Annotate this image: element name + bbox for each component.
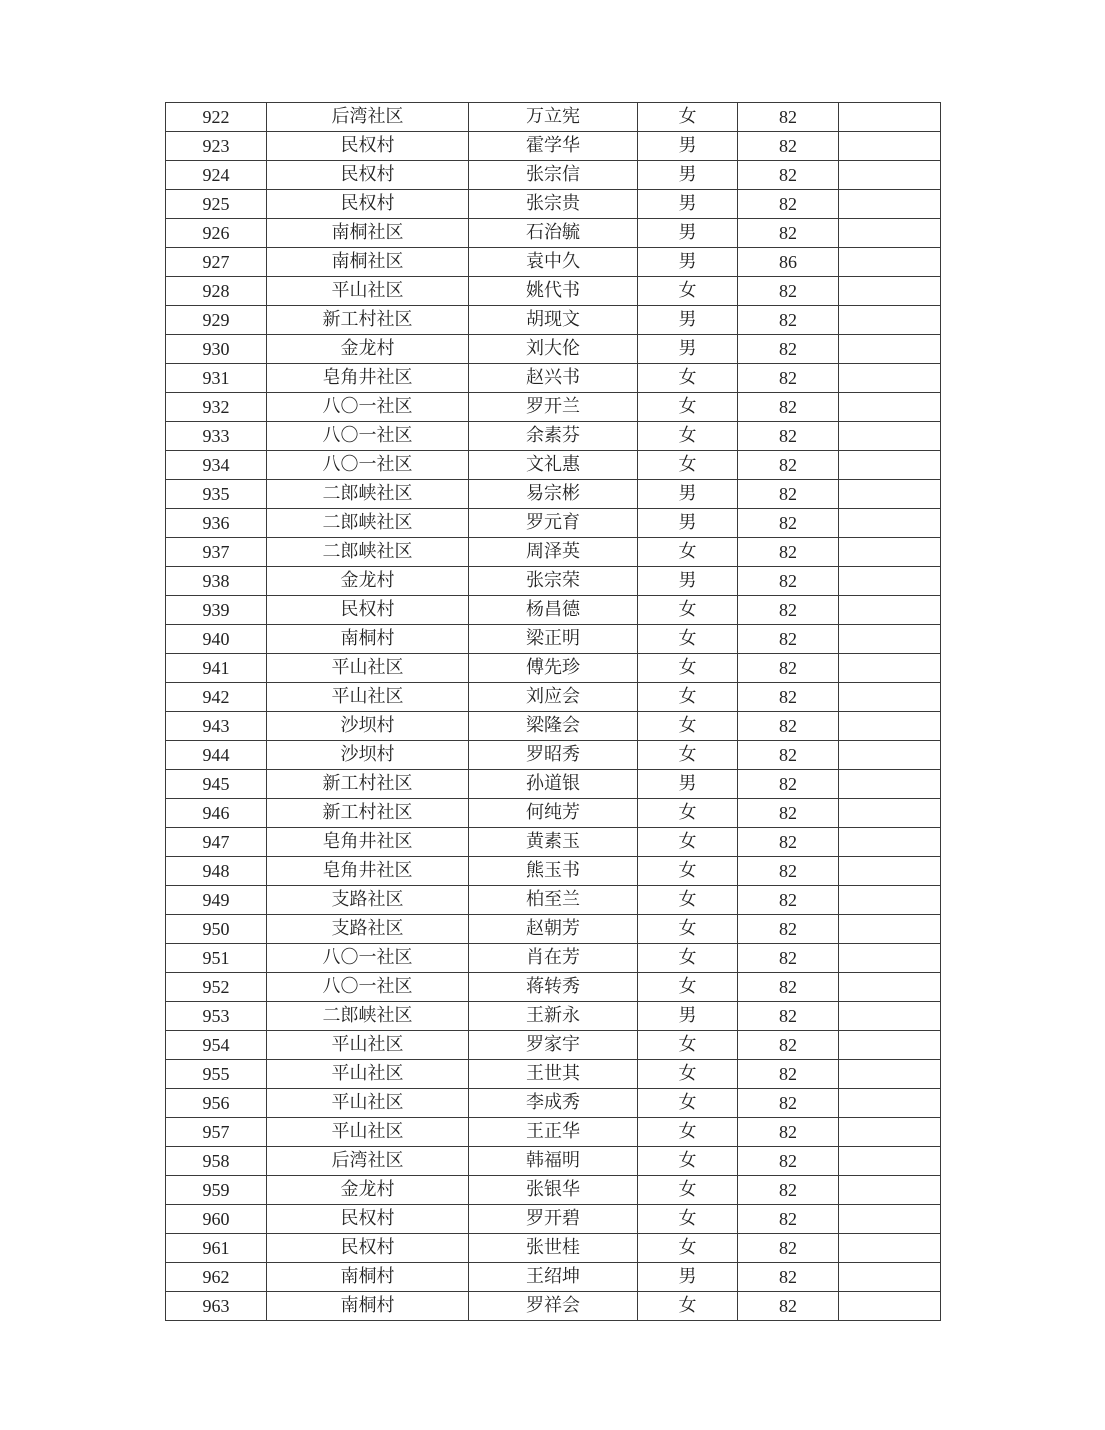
cell-person-name: 肖在芳 [469,944,638,973]
cell-note [839,538,941,567]
cell-gender: 女 [638,1292,738,1321]
cell-community: 二郎峡社区 [267,1002,469,1031]
cell-person-name: 熊玉书 [469,857,638,886]
cell-serial-number: 924 [166,161,267,190]
cell-community: 金龙村 [267,567,469,596]
cell-serial-number: 946 [166,799,267,828]
cell-age: 82 [738,654,839,683]
cell-gender: 女 [638,654,738,683]
table-row [166,1060,941,1089]
cell-person-name: 王正华 [469,1118,638,1147]
cell-note [839,1089,941,1118]
table-row [166,277,941,306]
cell-community: 支路社区 [267,886,469,915]
cell-gender: 女 [638,103,738,132]
cell-serial-number: 963 [166,1292,267,1321]
cell-gender: 女 [638,886,738,915]
cell-serial-number: 927 [166,248,267,277]
cell-gender: 男 [638,567,738,596]
cell-community: 二郎峡社区 [267,480,469,509]
cell-age: 82 [738,828,839,857]
cell-gender: 男 [638,480,738,509]
cell-gender: 男 [638,161,738,190]
table-row [166,306,941,335]
cell-gender: 女 [638,1234,738,1263]
cell-community: 八〇一社区 [267,973,469,1002]
cell-gender: 女 [638,625,738,654]
cell-gender: 女 [638,422,738,451]
cell-community: 民权村 [267,1234,469,1263]
cell-gender: 女 [638,277,738,306]
cell-person-name: 刘应会 [469,683,638,712]
cell-age: 82 [738,132,839,161]
cell-note [839,335,941,364]
cell-person-name: 胡现文 [469,306,638,335]
cell-note [839,683,941,712]
cell-gender: 女 [638,1060,738,1089]
cell-note [839,364,941,393]
cell-person-name: 霍学华 [469,132,638,161]
cell-person-name: 余素芬 [469,422,638,451]
cell-person-name: 王世其 [469,1060,638,1089]
cell-person-name: 张银华 [469,1176,638,1205]
table-row [166,538,941,567]
cell-note [839,132,941,161]
cell-age: 82 [738,335,839,364]
cell-community: 沙坝村 [267,741,469,770]
cell-age: 82 [738,596,839,625]
cell-note [839,1292,941,1321]
cell-person-name: 罗开碧 [469,1205,638,1234]
cell-community: 金龙村 [267,335,469,364]
cell-gender: 女 [638,944,738,973]
cell-serial-number: 942 [166,683,267,712]
cell-serial-number: 952 [166,973,267,1002]
table-row [166,422,941,451]
cell-note [839,799,941,828]
cell-community: 八〇一社区 [267,944,469,973]
cell-serial-number: 949 [166,886,267,915]
cell-age: 82 [738,683,839,712]
cell-community: 南桐社区 [267,248,469,277]
table-row [166,886,941,915]
table-row [166,1118,941,1147]
cell-note [839,1205,941,1234]
table-row [166,393,941,422]
cell-age: 82 [738,103,839,132]
cell-gender: 女 [638,683,738,712]
cell-age: 82 [738,712,839,741]
table-row [166,857,941,886]
cell-community: 平山社区 [267,277,469,306]
cell-age: 82 [738,451,839,480]
table-row [166,509,941,538]
cell-note [839,480,941,509]
cell-person-name: 梁正明 [469,625,638,654]
table-row [166,1263,941,1292]
cell-community: 南桐村 [267,1292,469,1321]
cell-note [839,509,941,538]
cell-person-name: 罗家宇 [469,1031,638,1060]
cell-serial-number: 956 [166,1089,267,1118]
cell-serial-number: 926 [166,219,267,248]
table-row [166,1176,941,1205]
cell-gender: 男 [638,306,738,335]
cell-person-name: 赵朝芳 [469,915,638,944]
cell-serial-number: 955 [166,1060,267,1089]
cell-person-name: 石治毓 [469,219,638,248]
cell-gender: 男 [638,219,738,248]
cell-person-name: 韩福明 [469,1147,638,1176]
cell-note [839,1263,941,1292]
cell-age: 82 [738,1002,839,1031]
cell-note [839,944,941,973]
cell-age: 82 [738,973,839,1002]
cell-age: 82 [738,219,839,248]
cell-note [839,1031,941,1060]
table-row [166,712,941,741]
table-row [166,654,941,683]
cell-gender: 女 [638,828,738,857]
cell-gender: 女 [638,393,738,422]
cell-community: 平山社区 [267,1060,469,1089]
cell-person-name: 张宗信 [469,161,638,190]
cell-person-name: 张宗贵 [469,190,638,219]
cell-person-name: 何纯芳 [469,799,638,828]
table-row [166,625,941,654]
cell-gender: 女 [638,799,738,828]
table-row [166,799,941,828]
table-row [166,248,941,277]
cell-note [839,625,941,654]
cell-person-name: 周泽英 [469,538,638,567]
cell-person-name: 张世桂 [469,1234,638,1263]
cell-community: 南桐村 [267,625,469,654]
cell-serial-number: 935 [166,480,267,509]
cell-gender: 男 [638,248,738,277]
cell-note [839,277,941,306]
cell-person-name: 黄素玉 [469,828,638,857]
cell-note [839,857,941,886]
cell-community: 民权村 [267,161,469,190]
cell-age: 82 [738,944,839,973]
table-row [166,1147,941,1176]
cell-community: 南桐村 [267,1263,469,1292]
cell-gender: 女 [638,857,738,886]
cell-note [839,654,941,683]
cell-person-name: 王绍坤 [469,1263,638,1292]
cell-age: 82 [738,567,839,596]
cell-gender: 女 [638,1176,738,1205]
table-row [166,915,941,944]
cell-age: 82 [738,509,839,538]
cell-age: 82 [738,364,839,393]
cell-note [839,393,941,422]
cell-gender: 女 [638,1031,738,1060]
cell-age: 82 [738,306,839,335]
cell-community: 平山社区 [267,683,469,712]
cell-note [839,1002,941,1031]
cell-gender: 女 [638,915,738,944]
cell-serial-number: 934 [166,451,267,480]
cell-age: 82 [738,741,839,770]
table-row [166,103,941,132]
cell-community: 平山社区 [267,1118,469,1147]
cell-person-name: 易宗彬 [469,480,638,509]
cell-community: 皂角井社区 [267,857,469,886]
cell-serial-number: 929 [166,306,267,335]
cell-community: 二郎峡社区 [267,509,469,538]
cell-community: 新工村社区 [267,770,469,799]
cell-community: 金龙村 [267,1176,469,1205]
cell-note [839,451,941,480]
cell-age: 82 [738,770,839,799]
cell-age: 82 [738,393,839,422]
cell-person-name: 赵兴书 [469,364,638,393]
cell-serial-number: 930 [166,335,267,364]
cell-note [839,886,941,915]
table-row [166,480,941,509]
cell-age: 82 [738,1089,839,1118]
cell-age: 82 [738,1292,839,1321]
cell-community: 八〇一社区 [267,422,469,451]
cell-gender: 女 [638,973,738,1002]
cell-age: 82 [738,190,839,219]
cell-person-name: 罗昭秀 [469,741,638,770]
cell-gender: 女 [638,1118,738,1147]
cell-person-name: 蒋转秀 [469,973,638,1002]
table-row [166,161,941,190]
cell-note [839,103,941,132]
cell-age: 82 [738,915,839,944]
cell-community: 皂角井社区 [267,364,469,393]
cell-person-name: 万立宪 [469,103,638,132]
table-row [166,567,941,596]
cell-serial-number: 944 [166,741,267,770]
cell-serial-number: 951 [166,944,267,973]
cell-gender: 男 [638,770,738,799]
cell-age: 82 [738,1031,839,1060]
cell-community: 后湾社区 [267,1147,469,1176]
cell-gender: 男 [638,1263,738,1292]
cell-serial-number: 950 [166,915,267,944]
cell-community: 平山社区 [267,1031,469,1060]
cell-note [839,1060,941,1089]
cell-note [839,422,941,451]
cell-age: 82 [738,422,839,451]
table-row [166,1292,941,1321]
cell-age: 82 [738,1147,839,1176]
cell-serial-number: 943 [166,712,267,741]
cell-age: 82 [738,857,839,886]
cell-community: 平山社区 [267,654,469,683]
cell-note [839,596,941,625]
cell-serial-number: 958 [166,1147,267,1176]
cell-serial-number: 940 [166,625,267,654]
cell-note [839,915,941,944]
cell-age: 82 [738,1234,839,1263]
cell-community: 二郎峡社区 [267,538,469,567]
cell-gender: 女 [638,1147,738,1176]
cell-note [839,828,941,857]
cell-serial-number: 957 [166,1118,267,1147]
cell-person-name: 张宗荣 [469,567,638,596]
cell-gender: 女 [638,712,738,741]
table-row [166,1089,941,1118]
cell-serial-number: 922 [166,103,267,132]
cell-age: 82 [738,1263,839,1292]
table-row [166,683,941,712]
cell-person-name: 孙道银 [469,770,638,799]
cell-serial-number: 941 [166,654,267,683]
cell-serial-number: 947 [166,828,267,857]
cell-age: 82 [738,538,839,567]
cell-age: 82 [738,799,839,828]
cell-gender: 女 [638,1089,738,1118]
cell-age: 82 [738,625,839,654]
cell-community: 民权村 [267,1205,469,1234]
roster-table-body [166,103,941,1321]
cell-person-name: 刘大伦 [469,335,638,364]
cell-note [839,161,941,190]
cell-age: 82 [738,277,839,306]
cell-note [839,1176,941,1205]
table-row [166,1205,941,1234]
cell-community: 皂角井社区 [267,828,469,857]
cell-note [839,190,941,219]
cell-community: 后湾社区 [267,103,469,132]
cell-person-name: 罗元育 [469,509,638,538]
cell-community: 南桐社区 [267,219,469,248]
cell-age: 86 [738,248,839,277]
cell-person-name: 袁中久 [469,248,638,277]
cell-gender: 男 [638,335,738,364]
cell-serial-number: 928 [166,277,267,306]
cell-age: 82 [738,1060,839,1089]
table-row [166,1234,941,1263]
cell-gender: 男 [638,132,738,161]
cell-serial-number: 925 [166,190,267,219]
cell-note [839,712,941,741]
cell-serial-number: 932 [166,393,267,422]
cell-age: 82 [738,886,839,915]
cell-person-name: 杨昌德 [469,596,638,625]
cell-serial-number: 936 [166,509,267,538]
table-row [166,741,941,770]
cell-serial-number: 923 [166,132,267,161]
table-row [166,944,941,973]
table-row [166,1031,941,1060]
cell-person-name: 柏至兰 [469,886,638,915]
table-row [166,132,941,161]
cell-serial-number: 931 [166,364,267,393]
table-row [166,219,941,248]
cell-note [839,248,941,277]
cell-age: 82 [738,1205,839,1234]
cell-serial-number: 960 [166,1205,267,1234]
cell-person-name: 姚代书 [469,277,638,306]
cell-serial-number: 938 [166,567,267,596]
cell-note [839,1234,941,1263]
cell-person-name: 傅先珍 [469,654,638,683]
cell-gender: 女 [638,741,738,770]
cell-note [839,973,941,1002]
cell-age: 82 [738,1176,839,1205]
cell-note [839,1118,941,1147]
cell-serial-number: 933 [166,422,267,451]
cell-community: 八〇一社区 [267,451,469,480]
table-row [166,828,941,857]
cell-note [839,1147,941,1176]
cell-serial-number: 948 [166,857,267,886]
table-row [166,335,941,364]
cell-serial-number: 953 [166,1002,267,1031]
cell-person-name: 罗祥会 [469,1292,638,1321]
cell-age: 82 [738,480,839,509]
cell-gender: 女 [638,538,738,567]
cell-age: 82 [738,161,839,190]
roster-table [165,102,941,1321]
cell-community: 八〇一社区 [267,393,469,422]
table-row [166,596,941,625]
cell-serial-number: 945 [166,770,267,799]
cell-gender: 女 [638,364,738,393]
cell-person-name: 王新永 [469,1002,638,1031]
cell-community: 新工村社区 [267,799,469,828]
table-row [166,364,941,393]
cell-note [839,567,941,596]
table-row [166,770,941,799]
cell-community: 民权村 [267,190,469,219]
cell-gender: 男 [638,190,738,219]
cell-gender: 女 [638,1205,738,1234]
cell-community: 支路社区 [267,915,469,944]
cell-gender: 女 [638,596,738,625]
cell-community: 民权村 [267,132,469,161]
table-row [166,973,941,1002]
cell-community: 民权村 [267,596,469,625]
cell-serial-number: 939 [166,596,267,625]
cell-note [839,770,941,799]
cell-serial-number: 961 [166,1234,267,1263]
cell-person-name: 罗开兰 [469,393,638,422]
cell-note [839,219,941,248]
table-row [166,190,941,219]
cell-serial-number: 962 [166,1263,267,1292]
cell-community: 新工村社区 [267,306,469,335]
cell-person-name: 李成秀 [469,1089,638,1118]
cell-community: 平山社区 [267,1089,469,1118]
cell-serial-number: 954 [166,1031,267,1060]
cell-note [839,741,941,770]
cell-serial-number: 959 [166,1176,267,1205]
cell-gender: 男 [638,1002,738,1031]
table-row [166,451,941,480]
cell-gender: 男 [638,509,738,538]
cell-person-name: 梁隆会 [469,712,638,741]
cell-person-name: 文礼惠 [469,451,638,480]
cell-gender: 女 [638,451,738,480]
cell-community: 沙坝村 [267,712,469,741]
cell-note [839,306,941,335]
cell-serial-number: 937 [166,538,267,567]
cell-age: 82 [738,1118,839,1147]
table-row [166,1002,941,1031]
